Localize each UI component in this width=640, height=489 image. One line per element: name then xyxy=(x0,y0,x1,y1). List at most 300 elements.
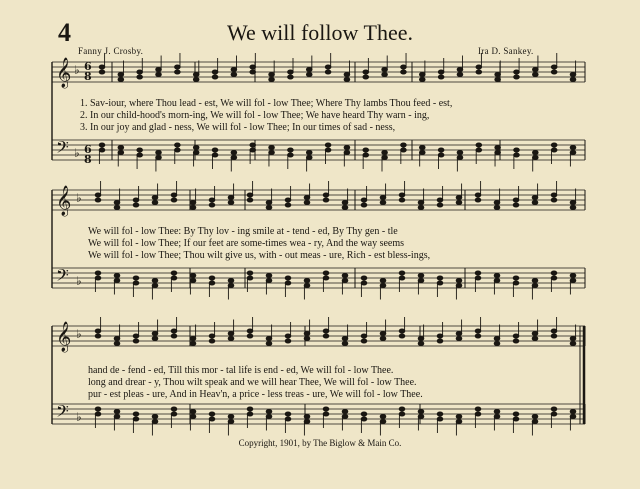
note-head xyxy=(437,334,443,338)
note-head xyxy=(514,70,520,74)
note-head xyxy=(306,73,312,77)
lyric-s2-v2: We will fol - low Thee; If our feet are some-times wea - ry, And the way seems xyxy=(88,238,405,249)
note-head xyxy=(137,153,143,157)
note-head xyxy=(133,276,139,280)
note-head xyxy=(494,337,500,341)
note-head xyxy=(247,329,253,333)
note-head xyxy=(325,65,331,69)
lyric-s3-v1: hand de - fend - ed, Till this mor - tal life is end - ed, We will fol - low Thee. xyxy=(88,365,394,376)
note-head xyxy=(513,412,519,416)
note-head xyxy=(570,73,576,77)
note-head xyxy=(99,143,105,147)
note-head xyxy=(231,73,237,77)
note-head xyxy=(533,68,539,72)
note-head xyxy=(513,198,519,202)
note-head xyxy=(228,332,234,336)
note-head xyxy=(438,70,444,74)
note-head xyxy=(171,198,177,202)
note-head xyxy=(418,274,424,278)
note-head xyxy=(401,70,407,74)
note-head xyxy=(344,73,350,77)
note-head xyxy=(325,143,331,147)
note-head xyxy=(533,151,539,155)
note-head xyxy=(495,146,501,150)
note-head xyxy=(475,412,481,416)
note-head xyxy=(325,70,331,74)
note-head xyxy=(228,420,234,424)
note-head xyxy=(342,342,348,346)
treble-clef: 𝄞 xyxy=(56,186,72,216)
note-head xyxy=(456,415,462,419)
note-head xyxy=(342,279,348,283)
note-head xyxy=(285,339,291,343)
note-head xyxy=(190,201,196,205)
note-head xyxy=(193,78,199,82)
note-head xyxy=(361,203,367,207)
note-head xyxy=(133,339,139,343)
note-head xyxy=(513,276,519,280)
time-sig-top-bass: 6 xyxy=(84,143,92,156)
note-head xyxy=(250,148,256,152)
note-head xyxy=(344,78,350,82)
lyric-s1-v1: 1. Sav-iour, where Thou lead - est, We will fol - low Thee; Where Thy lambs Thou feed - est, xyxy=(80,98,453,109)
note-head xyxy=(212,70,218,74)
note-head xyxy=(401,148,407,152)
note-head xyxy=(306,68,312,72)
note-head xyxy=(437,417,443,421)
note-head xyxy=(228,201,234,205)
note-head xyxy=(152,332,158,336)
note-head xyxy=(285,417,291,421)
note-head xyxy=(209,412,215,416)
time-sig-bottom-treble: 8 xyxy=(84,70,92,83)
note-head xyxy=(266,201,272,205)
note-head xyxy=(304,201,310,205)
lyric-s3-v3: pur - est pleas - ure, And in Heav'n, a price - less treas - ure, We will fol - low Thee. xyxy=(88,389,423,400)
note-head xyxy=(533,73,539,77)
note-head xyxy=(118,151,124,155)
note-head xyxy=(361,198,367,202)
note-head xyxy=(190,206,196,210)
note-head xyxy=(247,276,253,280)
note-head xyxy=(380,415,386,419)
note-head xyxy=(380,196,386,200)
note-head xyxy=(304,284,310,288)
note-head xyxy=(323,407,329,411)
note-head xyxy=(323,329,329,333)
note-head xyxy=(95,329,101,333)
note-head xyxy=(266,279,272,283)
note-head xyxy=(114,206,120,210)
note-head xyxy=(456,201,462,205)
lyric-s3-v2: long and drear - y, Thou wilt speak and we will hear Thee, We will fol - low Thee. xyxy=(88,377,417,388)
treble-clef: 𝄞 xyxy=(56,58,72,88)
note-head xyxy=(494,201,500,205)
note-head xyxy=(212,153,218,157)
note-head xyxy=(99,148,105,152)
note-head xyxy=(494,415,500,419)
note-head xyxy=(513,339,519,343)
note-head xyxy=(171,329,177,333)
note-head xyxy=(551,276,557,280)
note-head xyxy=(551,271,557,275)
note-head xyxy=(418,201,424,205)
note-head xyxy=(475,198,481,202)
flat-sign: ♭ xyxy=(76,410,82,424)
note-head xyxy=(514,153,520,157)
note-head xyxy=(266,274,272,278)
note-head xyxy=(323,276,329,280)
note-head xyxy=(342,206,348,210)
note-head xyxy=(190,337,196,341)
note-head xyxy=(306,151,312,155)
note-head xyxy=(266,415,272,419)
note-head xyxy=(228,415,234,419)
note-head xyxy=(269,146,275,150)
bass-clef: 𝄢 xyxy=(56,265,69,289)
note-head xyxy=(285,334,291,338)
note-head xyxy=(456,196,462,200)
note-head xyxy=(137,70,143,74)
note-head xyxy=(152,420,158,424)
note-head xyxy=(95,407,101,411)
note-head xyxy=(304,337,310,341)
note-head xyxy=(475,193,481,197)
note-head xyxy=(190,279,196,283)
note-head xyxy=(175,143,181,147)
note-head xyxy=(269,151,275,155)
note-head xyxy=(247,412,253,416)
note-head xyxy=(114,337,120,341)
note-head xyxy=(551,70,557,74)
note-head xyxy=(95,276,101,280)
note-head xyxy=(95,271,101,275)
note-head xyxy=(494,274,500,278)
note-head xyxy=(190,274,196,278)
note-head xyxy=(133,281,139,285)
note-head xyxy=(551,334,557,338)
note-head xyxy=(304,332,310,336)
note-head xyxy=(231,68,237,72)
note-head xyxy=(363,75,369,79)
composer-credit: Ira D. Sankey. xyxy=(478,46,534,56)
note-head xyxy=(209,198,215,202)
note-head xyxy=(323,198,329,202)
note-head xyxy=(171,276,177,280)
note-head xyxy=(456,420,462,424)
note-head xyxy=(342,274,348,278)
note-head xyxy=(570,279,576,283)
note-head xyxy=(228,279,234,283)
note-head xyxy=(570,342,576,346)
hymn-title: We will follow Thee. xyxy=(226,20,413,45)
note-head xyxy=(156,68,162,72)
note-head xyxy=(250,65,256,69)
note-head xyxy=(193,73,199,77)
note-head xyxy=(418,342,424,346)
note-head xyxy=(514,148,520,152)
note-head xyxy=(152,196,158,200)
note-head xyxy=(114,410,120,414)
note-head xyxy=(494,206,500,210)
note-head xyxy=(380,201,386,205)
note-head xyxy=(494,342,500,346)
note-head xyxy=(228,284,234,288)
note-head xyxy=(532,332,538,336)
note-head xyxy=(361,334,367,338)
note-head xyxy=(133,334,139,338)
note-head xyxy=(380,332,386,336)
note-head xyxy=(437,198,443,202)
note-head xyxy=(570,274,576,278)
note-head xyxy=(342,415,348,419)
note-head xyxy=(137,75,143,79)
note-head xyxy=(231,156,237,160)
note-head xyxy=(475,334,481,338)
note-head xyxy=(152,279,158,283)
note-head xyxy=(532,415,538,419)
note-head xyxy=(551,65,557,69)
note-head xyxy=(382,151,388,155)
note-head xyxy=(304,420,310,424)
note-head xyxy=(269,73,275,77)
note-head xyxy=(456,284,462,288)
note-head xyxy=(193,151,199,155)
note-head xyxy=(513,417,519,421)
note-head xyxy=(551,329,557,333)
note-head xyxy=(380,337,386,341)
note-head xyxy=(99,70,105,74)
lyric-s1-v3: 3. In our joy and glad - ness, We will fol - low Thee; In our times of sad - ness, xyxy=(80,122,396,133)
note-head xyxy=(399,334,405,338)
note-head xyxy=(209,281,215,285)
note-head xyxy=(437,203,443,207)
note-head xyxy=(457,73,463,77)
note-head xyxy=(247,193,253,197)
note-head xyxy=(175,65,181,69)
note-head xyxy=(247,198,253,202)
note-head xyxy=(476,143,482,147)
note-head xyxy=(495,151,501,155)
note-head xyxy=(209,339,215,343)
note-head xyxy=(551,148,557,152)
note-head xyxy=(475,407,481,411)
note-head xyxy=(171,412,177,416)
note-head xyxy=(95,334,101,338)
note-head xyxy=(418,206,424,210)
note-head xyxy=(247,334,253,338)
note-head xyxy=(304,279,310,283)
note-head xyxy=(306,156,312,160)
note-head xyxy=(323,334,329,338)
note-head xyxy=(418,410,424,414)
bass-clef: 𝄢 xyxy=(56,401,69,425)
note-head xyxy=(266,206,272,210)
note-head xyxy=(399,276,405,280)
note-head xyxy=(156,151,162,155)
note-head xyxy=(266,337,272,341)
note-head xyxy=(418,279,424,283)
note-head xyxy=(570,206,576,210)
note-head xyxy=(212,75,218,79)
note-head xyxy=(133,412,139,416)
note-head xyxy=(99,65,105,69)
note-head xyxy=(363,153,369,157)
flat-sign: ♭ xyxy=(74,63,80,77)
note-head xyxy=(190,415,196,419)
note-head xyxy=(418,337,424,341)
note-head xyxy=(266,342,272,346)
note-head xyxy=(399,329,405,333)
note-head xyxy=(344,151,350,155)
note-head xyxy=(570,151,576,155)
note-head xyxy=(399,412,405,416)
treble-clef: 𝄞 xyxy=(56,322,72,352)
note-head xyxy=(288,75,294,79)
note-head xyxy=(133,198,139,202)
note-head xyxy=(212,148,218,152)
flat-sign: ♭ xyxy=(76,191,82,205)
note-head xyxy=(228,196,234,200)
note-head xyxy=(95,193,101,197)
note-head xyxy=(288,148,294,152)
note-head xyxy=(171,407,177,411)
note-head xyxy=(209,203,215,207)
note-head xyxy=(152,337,158,341)
note-head xyxy=(399,198,405,202)
note-head xyxy=(475,329,481,333)
note-head xyxy=(323,271,329,275)
note-head xyxy=(495,78,501,82)
note-head xyxy=(419,151,425,155)
note-head xyxy=(95,198,101,202)
note-head xyxy=(419,146,425,150)
note-head xyxy=(494,279,500,283)
note-head xyxy=(193,146,199,150)
note-head xyxy=(570,337,576,341)
note-head xyxy=(513,281,519,285)
note-head xyxy=(344,146,350,150)
note-head xyxy=(418,415,424,419)
note-head xyxy=(209,334,215,338)
note-head xyxy=(342,410,348,414)
note-head xyxy=(361,417,367,421)
note-head xyxy=(304,196,310,200)
note-head xyxy=(118,146,124,150)
note-head xyxy=(532,279,538,283)
note-head xyxy=(190,342,196,346)
flat-sign: ♭ xyxy=(76,327,82,341)
note-head xyxy=(457,151,463,155)
note-head xyxy=(476,65,482,69)
note-head xyxy=(437,339,443,343)
note-head xyxy=(269,78,275,82)
lyric-s1-v2: 2. In our child-hood's morn-ing, We will fol - low Thee; We have heard Thy warn - ing, xyxy=(80,110,430,121)
note-head xyxy=(288,153,294,157)
note-head xyxy=(363,148,369,152)
note-head xyxy=(118,73,124,77)
note-head xyxy=(437,281,443,285)
note-head xyxy=(190,410,196,414)
note-head xyxy=(456,279,462,283)
note-head xyxy=(532,196,538,200)
note-head xyxy=(380,279,386,283)
note-head xyxy=(513,334,519,338)
note-head xyxy=(551,193,557,197)
note-head xyxy=(114,415,120,419)
note-head xyxy=(285,276,291,280)
note-head xyxy=(495,73,501,77)
note-head xyxy=(175,70,181,74)
note-head xyxy=(250,70,256,74)
note-head xyxy=(342,337,348,341)
note-head xyxy=(570,78,576,82)
clefs xyxy=(56,57,82,425)
note-head xyxy=(285,281,291,285)
note-head xyxy=(361,276,367,280)
note-head xyxy=(570,410,576,414)
note-head xyxy=(304,415,310,419)
note-head xyxy=(250,143,256,147)
note-head xyxy=(382,73,388,77)
lyric-s2-v1: We will fol - low Thee: By Thy lov - ing smile at - tend - ed, By Thy gen - tle xyxy=(88,226,398,237)
note-head xyxy=(532,201,538,205)
note-head xyxy=(456,337,462,341)
note-head xyxy=(361,339,367,343)
note-head xyxy=(118,78,124,82)
note-head xyxy=(323,193,329,197)
note-head xyxy=(456,332,462,336)
note-head xyxy=(171,334,177,338)
note-head xyxy=(401,143,407,147)
note-head xyxy=(475,276,481,280)
note-head xyxy=(476,148,482,152)
note-head xyxy=(114,279,120,283)
note-head xyxy=(457,68,463,72)
note-head xyxy=(288,70,294,74)
note-head xyxy=(532,337,538,341)
note-head xyxy=(514,75,520,79)
note-head xyxy=(513,203,519,207)
note-head xyxy=(419,73,425,77)
note-head xyxy=(438,75,444,79)
note-head xyxy=(399,193,405,197)
note-head xyxy=(228,337,234,341)
note-head xyxy=(437,412,443,416)
note-head xyxy=(419,78,425,82)
note-head xyxy=(361,281,367,285)
note-head xyxy=(114,342,120,346)
note-head xyxy=(475,271,481,275)
note-head xyxy=(438,153,444,157)
note-head xyxy=(247,407,253,411)
flat-sign: ♭ xyxy=(74,146,80,160)
note-head xyxy=(325,148,331,152)
lyric-s2-v3: We will fol - low Thee; Thou wilt give us, with - out meas - ure, Rich - est bless-ings, xyxy=(88,250,431,261)
note-head xyxy=(457,156,463,160)
note-head xyxy=(171,271,177,275)
note-head xyxy=(95,412,101,416)
note-head xyxy=(399,271,405,275)
note-head xyxy=(380,284,386,288)
copyright-notice: Copyright, 1901, by The Biglow & Main Co. xyxy=(238,438,402,448)
note-head xyxy=(152,284,158,288)
time-sig-top-treble: 6 xyxy=(84,60,92,73)
note-head xyxy=(382,156,388,160)
note-head xyxy=(175,148,181,152)
note-head xyxy=(570,415,576,419)
note-head xyxy=(551,412,557,416)
